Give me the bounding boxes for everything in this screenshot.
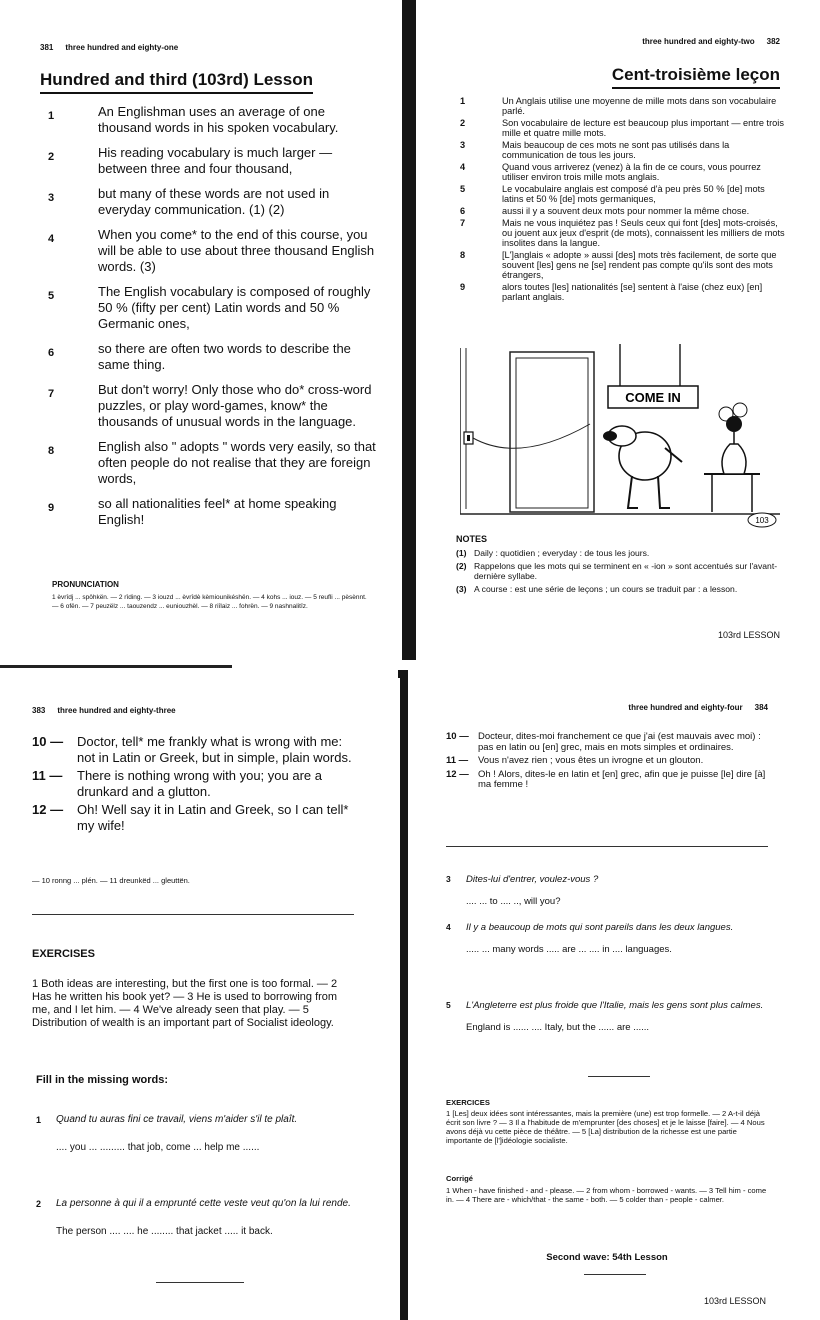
sentence-5: 5 The English vocabulary is composed of roughly 50 % (fifty per cent) Latin words and 50 % Germanic ones, bbox=[48, 284, 371, 331]
note-3: (3) A course : est une série de leçons ; un cours se traduit par : a lesson. bbox=[456, 584, 738, 594]
translation-5: 5 Le vocabulaire anglais est composé d'à peu près 50 % [de] mots latins et 50 % [de] mots germaniques, bbox=[460, 184, 765, 204]
sentence-1: 1 An Englishman uses an average of one thousand words in his spoken vocabulary. bbox=[48, 104, 339, 135]
fill-blank-1[interactable]: .... you ... ......... that job, come ... help me ...... bbox=[56, 1142, 260, 1153]
page-number-words: three hundred and eighty-two bbox=[642, 37, 755, 46]
dialogue-english bbox=[32, 734, 358, 836]
page-384 bbox=[418, 678, 820, 1320]
dialogue-line-10: 10 — Doctor, tell* me frankly what is wrong with me: not in Latin or Greek, but in simple, plain words. bbox=[32, 734, 352, 765]
corrige-text: 1 When - have finished - and - please. — 2 from whom - borrowed - wants. — 3 Tell him - come in. — 4 There are - which/that - the same - both. — 5 colder than - people - calmer. bbox=[446, 1186, 767, 1204]
exercises-text: 1 Both ideas are interesting, but the first one is too formal. — 2 Has he written his book yet? — 3 He is used to borrowing from me, and I let him. — 4 We've already seen that play. — 5 Distribution of wealth is an important part of Socialist ideology. bbox=[32, 978, 338, 1029]
page-header bbox=[32, 706, 176, 715]
vase-icon bbox=[722, 444, 746, 474]
page-separator bbox=[0, 665, 232, 668]
dialogue-french bbox=[446, 732, 768, 794]
notes-label: NOTES bbox=[456, 534, 488, 544]
exercises-label: EXERCISES bbox=[32, 948, 95, 960]
note-2: (2) Rappelons que les mots qui se terminent en « -ion » sont accentués sur l'avant-dernière syllabe. bbox=[456, 561, 778, 581]
lesson-title: Hundred and third (103rd) Lesson bbox=[40, 70, 313, 94]
page-header bbox=[642, 37, 780, 46]
page-number: 384 bbox=[754, 703, 768, 712]
exercices-text: 1 [Les] deux idées sont intéressantes, mais la première (une) est trop formelle. — 2 A-t-il déjà écrit son livre ? — 3 Il a l'habitude de m'emprunter [des choses] et je le laisse [faire]. — 4 Nous avons déjà vu cette pièce de théâtre. — 5 [La] distribution de la richesse est une partie importante de [l']idéologie socialiste. bbox=[446, 1109, 765, 1145]
divider bbox=[32, 914, 354, 915]
page-383 bbox=[0, 678, 400, 1320]
translation-3: 3 Mais beaucoup de ces mots ne sont pas utilisés dans la communication de tous les jours. bbox=[460, 140, 730, 160]
sentence-6: 6 so there are often two words to describe the same thing. bbox=[48, 341, 351, 372]
fill-blank-5[interactable]: England is ...... .... Italy, but the ...... are ...... bbox=[466, 1022, 650, 1033]
dialogue-line-10: 10 — Docteur, dites-moi franchement ce que j'ai (est mauvais avec moi) : pas en latin ou [en] grec, mais en mots simples et ordinaires. bbox=[446, 731, 761, 753]
pronunciation-text: — 10 ronng ... plén. — 11 dreunkëd ... gleuttën. bbox=[32, 876, 190, 885]
translation-8: 8 [L']anglais « adopte » aussi [des] mots très facilement, de sorte que souvent [les] gens ne [se] rendent pas compte qu'ils sont des mots étrangers, bbox=[460, 250, 777, 280]
fill-exercise-1: 1 Quand tu auras fini ce travail, viens m'aider s'il te plaît. .... you ... ......... that job, come ... help me ...... bbox=[36, 1114, 358, 1158]
exercices-label: EXERCICES bbox=[446, 1098, 490, 1107]
translation-4: 4 Quand vous arriverez (venez) à la fin de ce cours, vous pourrez utiliser environ trois mille mots anglais. bbox=[460, 162, 761, 182]
page-382 bbox=[418, 0, 820, 660]
translation-6: 6 aussi il y a souvent deux mots pour nommer la même chose. bbox=[460, 206, 750, 216]
translation-1: 1 Un Anglais utilise une moyenne de mille mots dans son vocabulaire parlé. bbox=[460, 96, 777, 116]
dialogue-line-12: 12 — Oh ! Alors, dites-le en latin et [en] grec, afin que je puisse [le] dire [à] ma femme ! bbox=[446, 768, 766, 790]
divider bbox=[584, 1274, 646, 1275]
fill-exercise-2: 2 La personne à qui il a emprunté cette veste veut qu'on la lui rende. The person .... .... he ........ that jacket ..... it back. bbox=[36, 1198, 358, 1242]
page-number: 383 bbox=[32, 706, 46, 715]
note-1: (1) Daily : quotidien ; everyday : de tous les jours. bbox=[456, 548, 650, 558]
page-header bbox=[40, 43, 178, 52]
translation-2: 2 Son vocabulaire de lecture est beaucoup plus important — entre trois mille et quatre mille mots. bbox=[460, 118, 784, 138]
translation-7: 7 Mais ne vous inquiétez pas ! Seuls ceux qui font [des] mots-croisés, ou jouent aux jeux d'esprit (de mots), connaissent les milliers de mots insolites dans la langue. bbox=[460, 218, 785, 248]
page-number: 381 bbox=[40, 43, 54, 52]
fill-blank-2[interactable]: The person .... .... he ........ that jacket ..... it back. bbox=[56, 1226, 273, 1237]
pronunciation-text: 1 èvrîdj ... spôhkën. — 2 rîding. — 3 iouzd ... èvrîdè kèmiounikéshën. — 4 kohs ... iouz. — 5 reufli ... pèsènnt. — 6 ofën. — 7 peuzëlz ... taouzendz ... euniouzhèl. — 8 riîlaiz ... fohrën. — 9 nashnalitîz. bbox=[52, 594, 367, 610]
svg-text:COME IN: COME IN bbox=[625, 390, 681, 405]
divider bbox=[588, 1076, 650, 1077]
lesson-title: Cent-troisième leçon bbox=[612, 65, 780, 89]
dialogue-line-11: 11 — Vous n'avez rien ; vous êtes un ivrogne et un glouton. bbox=[446, 755, 704, 766]
sentence-4: 4 When you come* to the end of this course, you will be able to use about three thousand English words. (3) bbox=[48, 227, 375, 274]
fill-label: Fill in the missing words: bbox=[36, 1074, 169, 1086]
page-footer: 103rd LESSON bbox=[703, 1296, 766, 1306]
notes-section bbox=[456, 534, 786, 597]
page-number-words: three hundred and eighty-one bbox=[65, 43, 179, 52]
door-icon bbox=[510, 352, 594, 512]
cartoon-illustration bbox=[460, 344, 780, 530]
fill-exercise-5: 5 L'Angleterre est plus froide que l'Italie, mais les gens sont plus calmes. England is ...... .... Italy, but the ...... are ...... bbox=[446, 1000, 768, 1037]
sentence-2: 2 His reading vocabulary is much larger — between three and four thousand, bbox=[48, 145, 333, 176]
svg-text:103: 103 bbox=[755, 516, 769, 525]
fill-blank-4[interactable]: ..... ... many words ..... are ... .... in .... languages. bbox=[466, 944, 672, 955]
page-footer: 103rd LESSON bbox=[717, 630, 780, 640]
sentence-7: 7 But don't worry! Only those who do* cross-word puzzles, or play word-games, know* the thousands of unusual words in the language. bbox=[48, 382, 372, 429]
page-number-words: three hundred and eighty-three bbox=[57, 706, 176, 715]
fill-exercise-3: 3 Dites-lui d'entrer, voulez-vous ? .... ... to .... .., will you? bbox=[446, 874, 768, 911]
translation-9: 9 alors toutes [les] nationalités [se] sentent à l'aise (chez eux) [en] parlant anglais. bbox=[460, 282, 763, 302]
page-number-words: three hundred and eighty-four bbox=[628, 703, 743, 712]
divider bbox=[446, 846, 768, 847]
corrige-label: Corrigé bbox=[446, 1174, 474, 1183]
divider bbox=[156, 1282, 244, 1283]
pronunciation-label: PRONUNCIATION bbox=[52, 580, 119, 589]
sentence-3: 3 but many of these words are not used in everyday communication. (1) (2) bbox=[48, 186, 330, 217]
sentence-8: 8 English also " adopts " words very easily, so that often people do not realise that they are foreign words, bbox=[48, 439, 376, 486]
page-381 bbox=[0, 0, 400, 660]
page-number: 382 bbox=[766, 37, 780, 46]
sentence-9: 9 so all nationalities feel* at home speaking English! bbox=[48, 496, 337, 527]
second-wave: Second wave: 54th Lesson bbox=[546, 1252, 668, 1263]
book-binding-top bbox=[402, 0, 416, 660]
dialogue-line-12: 12 — Oh! Well say it in Latin and Greek, so I can tell* my wife! bbox=[32, 802, 349, 833]
page-header bbox=[628, 703, 768, 712]
dialogue-line-11: 11 — There is nothing wrong with you; you are a drunkard and a glutton. bbox=[32, 768, 322, 799]
french-translation bbox=[458, 96, 788, 304]
fill-blank-3[interactable]: .... ... to .... .., will you? bbox=[466, 896, 561, 907]
fill-exercise-4: 4 Il y a beaucoup de mots qui sont pareils dans les deux langues. ..... ... many words ..... are ... .... in .... languages. bbox=[446, 922, 768, 959]
english-text bbox=[40, 104, 376, 537]
